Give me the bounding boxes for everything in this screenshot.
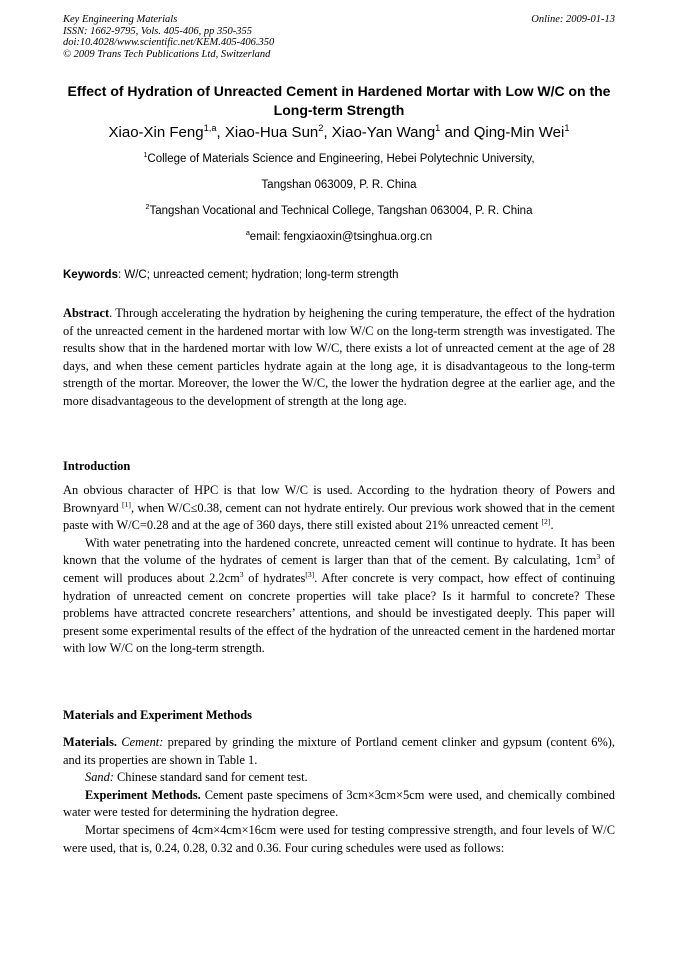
affiliation-text: College of Materials Science and Engineering, Hebei Polytechnic University, <box>147 153 535 165</box>
author-name: Xiao-Xin Feng <box>108 124 204 141</box>
online-date: Online: 2009-01-13 <box>531 14 615 25</box>
abstract-text: . Through accelerating the hydration by heighening the curing temperature, the effect of the hydration of the unreacted cement in the hardened mortar with low W/C on the long-term strength was investigated. The results show that in the hardened mortar with low W/C, there exists a lot of unreacted cement at the age of 28 days, and when these cement particles hydrate again at the long age, it is disadvantageous to the long-term strength of the mortar. Moreover, the lower the W/C, the lower the hydration degree at the earlier age, and the more disadvantageous to the development of strength at the long age. <box>63 306 615 408</box>
introduction-body <box>63 482 615 658</box>
intro-text: . <box>550 518 554 533</box>
keywords-label: Keywords <box>63 269 118 281</box>
affiliation-1-address: Tangshan 063009, P. R. China <box>261 179 417 191</box>
copyright-line: © 2009 Trans Tech Publications Ltd, Switzerland <box>63 48 271 60</box>
methods-body <box>63 734 615 857</box>
abstract <box>63 305 615 411</box>
author-separator: , <box>216 124 225 141</box>
affiliation-text: Tangshan Vocational and Technical College, Tangshan 063004, P. R. China <box>149 205 533 217</box>
author-name: Xiao-Yan Wang <box>331 124 436 141</box>
citation: [2] <box>541 517 551 527</box>
keywords <box>63 268 615 282</box>
doi-line: doi:10.4028/www.scientific.net/KEM.405-406.350 <box>63 37 275 48</box>
intro-text: An obvious character of HPC is that low W/C is used. According to the hydration theory of Powers and Brownyard <box>63 483 615 515</box>
sand-label: Sand: <box>85 770 114 785</box>
introduction-heading: Introduction <box>63 459 131 473</box>
affiliation-mark: 2 <box>145 203 150 212</box>
sand-paragraph <box>63 769 615 787</box>
superscript: 3 <box>596 552 601 562</box>
journal-header <box>63 14 443 60</box>
sand-text: Chinese standard sand for cement test. <box>113 770 308 785</box>
cement-label: Cement: <box>121 735 164 749</box>
experiment-label: Experiment Methods. <box>85 787 201 802</box>
issn-line: ISSN: 1662-9795, Vols. 405-406, pp 350-355 <box>63 25 252 37</box>
author-affiliation-mark: 1 <box>564 123 570 133</box>
affiliation-1 <box>63 152 615 166</box>
materials-label: Materials. <box>63 735 118 749</box>
affiliation-2 <box>63 204 615 218</box>
citation: [3] <box>305 569 315 579</box>
author-separator: , <box>323 124 332 141</box>
intro-text: of cement will produces about 2.2cm <box>63 553 615 585</box>
keywords-text: : W/C; unreacted cement; hydration; long-term strength <box>117 269 399 281</box>
author-affiliation-mark: 2 <box>318 123 324 133</box>
experiment-text: Cement paste specimens of 3cm×3cm×5cm were used, and chemically combined water were tested for determining the hydration degree. <box>63 787 615 820</box>
experiment-paragraph <box>63 787 615 822</box>
author-separator: and <box>440 124 474 141</box>
superscript: 3 <box>239 569 244 579</box>
methods-heading: Materials and Experiment Methods <box>63 708 252 722</box>
materials-paragraph <box>63 734 615 769</box>
paper-title: Effect of Hydration of Unreacted Cement in Hardened Mortar with Low W/C on the Long-term Strength <box>67 83 611 118</box>
affiliation-mark: 1 <box>143 151 148 160</box>
email-mark: a <box>245 229 250 238</box>
mortar-paragraph: Mortar specimens of 4cm×4cm×16cm were used for testing compressive strength, and four levels of W/C were used, that is, 0.24, 0.28, 0.32 and 0.36. Four curing schedules were used as follows: <box>63 822 615 855</box>
email-text: email: fengxiaoxin@tsinghua.org.cn <box>249 231 433 243</box>
journal-name: Key Engineering Materials <box>63 14 178 25</box>
author-email <box>63 230 615 244</box>
intro-text: of hydrates <box>243 570 306 585</box>
author-name: Qing-Min Wei <box>473 124 565 141</box>
intro-paragraph-1 <box>63 482 615 535</box>
author-affiliation-mark: 1,a <box>203 123 217 133</box>
author-list <box>63 123 615 143</box>
intro-text: . After concrete is very compact, how effect of continuing hydration of unreacted cement on concrete properties will take place? Is it harmful to concrete? These problems have attracted concrete researchers’ attentions, and should be investigated deeply. This paper will present some experimental results of the effect of the hydration of the unreacted cement in the hardened mortar with low W/C on the long-term strength. <box>63 570 616 656</box>
author-name: Xiao-Hua Sun <box>224 124 319 141</box>
citation: [1] <box>122 499 131 509</box>
cement-text: prepared by grinding the mixture of Portland cement clinker and gypsum (content 6%), and its properties are shown in Table 1. <box>63 735 615 767</box>
intro-text: With water penetrating into the hardened concrete, unreacted cement will continue to hydrate. It has been known that the volume of the hydrates of cement is larger than that of the cement. By calculating, 1cm <box>63 535 615 568</box>
author-affiliation-mark: 1 <box>435 123 441 133</box>
abstract-label: Abstract <box>63 306 110 320</box>
intro-paragraph-2 <box>63 535 615 658</box>
intro-text: , when W/C≤0.38, cement can not hydrate entirely. Our previous work showed that in the cement paste with W/C=0.28 and at the age of 360 days, there still existed about 21% unreacted cement <box>63 500 615 533</box>
